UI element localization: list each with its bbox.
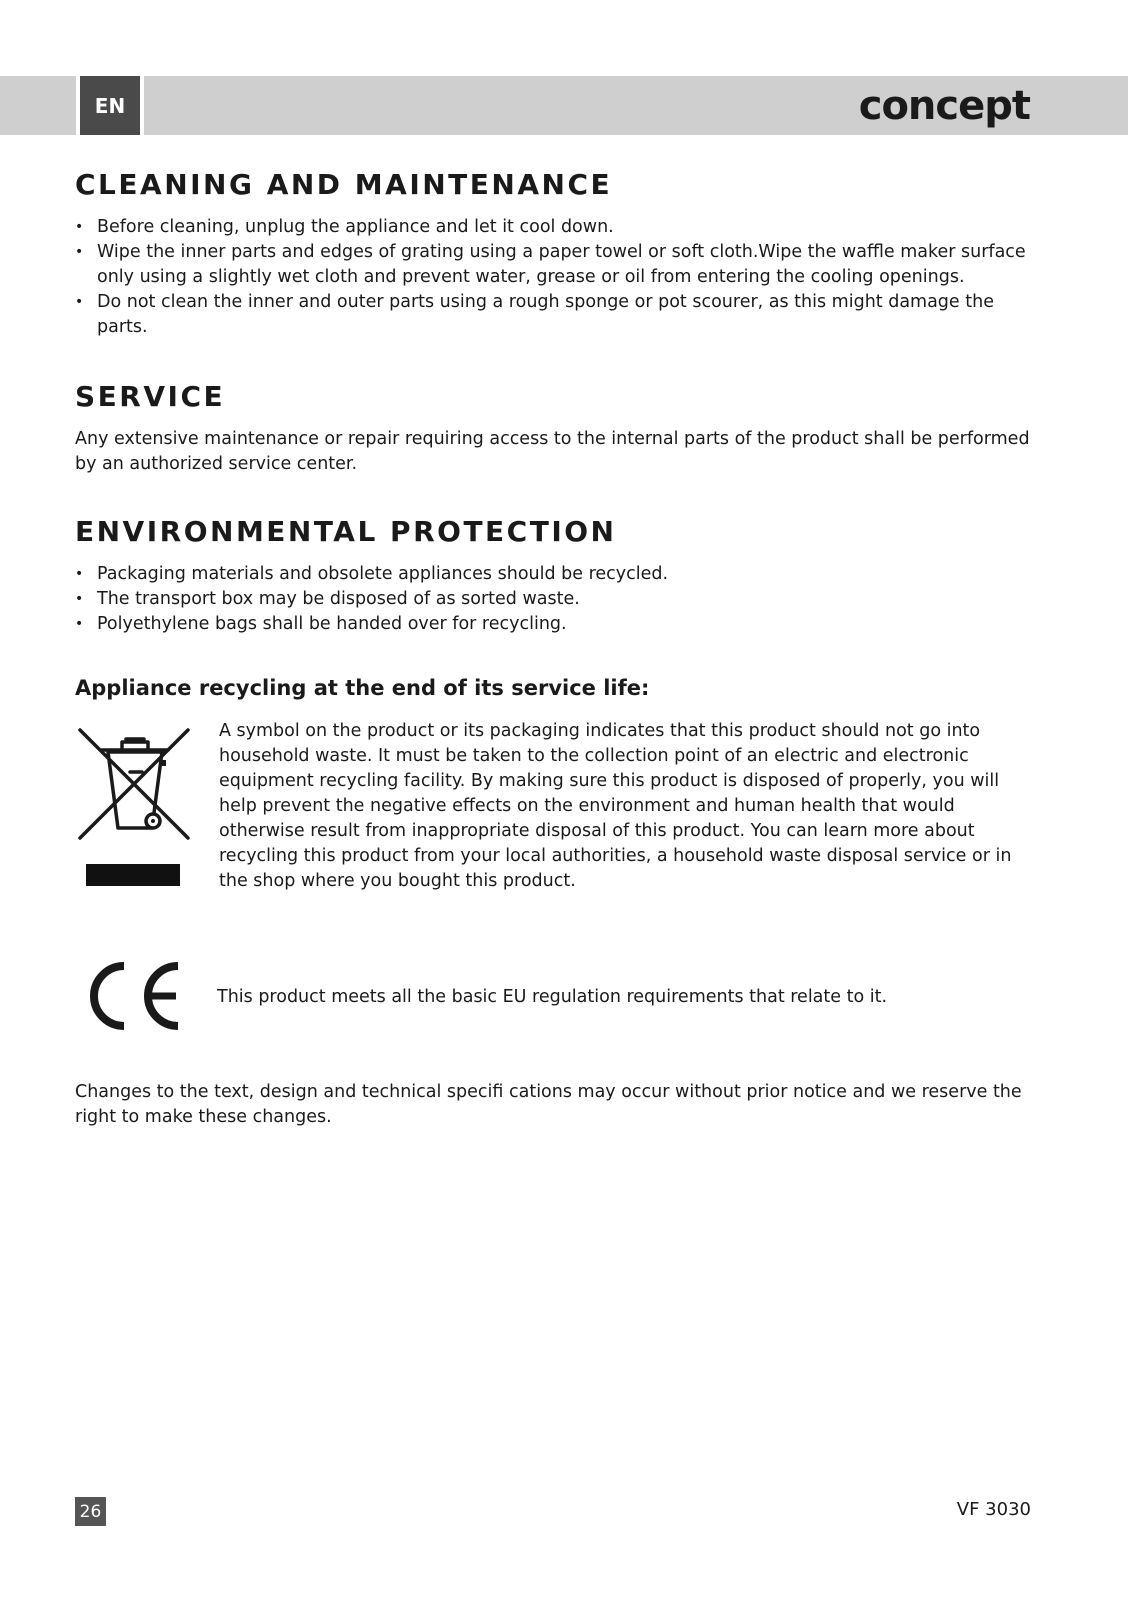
language-tab: EN [76, 76, 144, 135]
model-number: VF 3030 [956, 1499, 1031, 1520]
recycling-subsection [75, 676, 1035, 700]
page-number: 26 [75, 1497, 106, 1526]
cleaning-section [75, 168, 1035, 340]
cleaning-list [75, 215, 1035, 340]
list-item: • Before cleaning, unplug the appliance and let it cool down. [75, 215, 1035, 240]
weee-text: A symbol on the product or its packaging indicates that this product should not go into household waste. It must be taken to the collection point of an electric and electronic equipment recycling facility. By making sure this product is disposed of properly, you will help prevent the negative effects on the environment and human health that would otherwise result from inappropriate disposal of this product. You can learn more about recycling this product from your local authorities, a household waste disposal service or in the shop where you bought this product. [219, 721, 1012, 891]
notice-text: Changes to the text, design and technical specifi cations may occur without prior notice and we reserve the right to make these changes. [75, 1082, 1022, 1127]
ce-mark-icon [86, 962, 186, 1030]
list-item: • Wipe the inner parts and edges of grating using a paper towel or soft cloth.Wipe the waffle maker surface only using a slightly wet cloth and prevent water, grease or oil from entering the cooling openings. [75, 240, 1035, 290]
recycling-subtitle: Appliance recycling at the end of its service life: [75, 676, 650, 700]
section-title-cleaning: CLEANING AND MAINTENANCE [75, 168, 613, 201]
ce-text: This product meets all the basic EU regulation requirements that relate to it. [217, 987, 888, 1007]
service-text: Any extensive maintenance or repair requiring access to the internal parts of the product shall be performed by an authorized service center. [75, 429, 1030, 474]
section-title-environment: ENVIRONMENTAL PROTECTION [75, 515, 617, 548]
environment-list [75, 562, 1035, 637]
section-title-service: SERVICE [75, 380, 226, 413]
service-section [75, 380, 1035, 477]
brand-logo: concept [858, 82, 1030, 129]
list-item: • Do not clean the inner and outer parts using a rough sponge or pot scourer, as this might damage the parts. [75, 290, 1035, 340]
crossed-out-wheelie-bin-icon [76, 722, 194, 892]
notice-section [75, 1080, 1035, 1130]
list-item: • The transport box may be disposed of as sorted waste. [75, 587, 1035, 612]
environment-section [75, 515, 1035, 637]
list-item: • Packaging materials and obsolete appliances should be recycled. [75, 562, 1035, 587]
list-item: • Polyethylene bags shall be handed over for recycling. [75, 612, 1035, 637]
